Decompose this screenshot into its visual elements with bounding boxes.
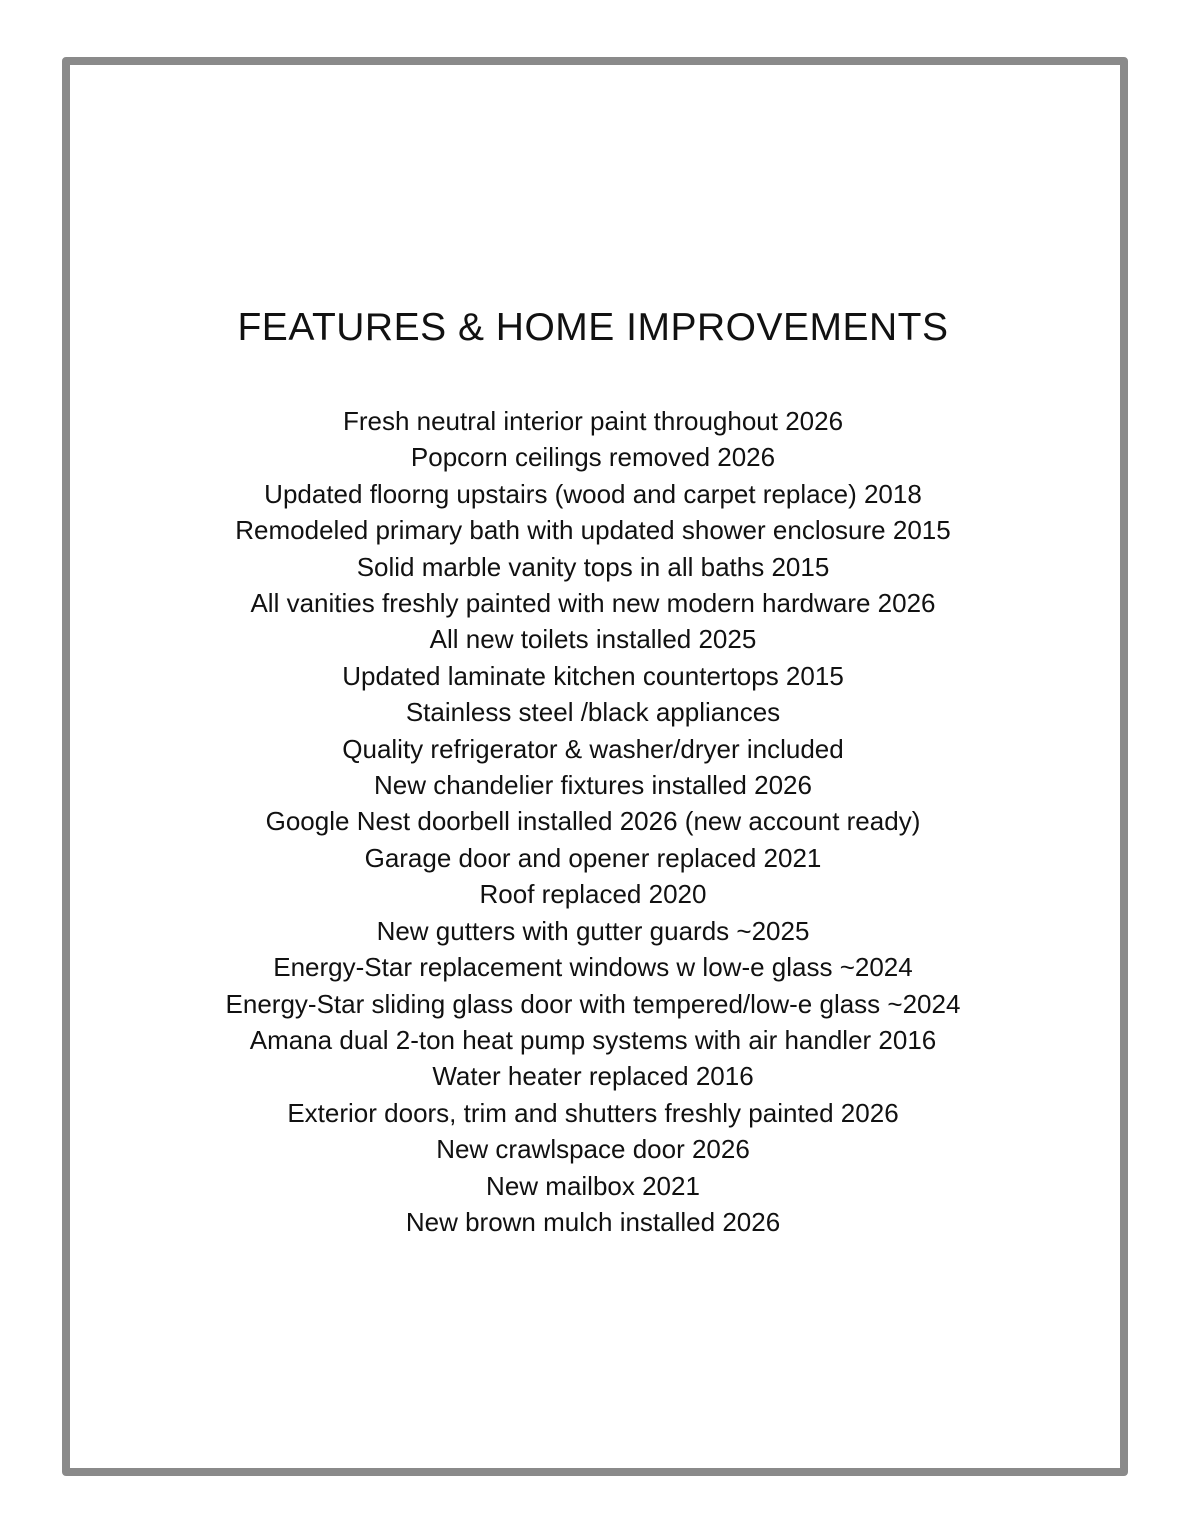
list-item: Roof replaced 2020 bbox=[479, 879, 707, 910]
list-item: Exterior doors, trim and shutters freshly painted 2026 bbox=[287, 1097, 899, 1128]
list-item: Amana dual 2-ton heat pump systems with air handler 2016 bbox=[249, 1024, 937, 1055]
list-item: New mailbox 2021 bbox=[486, 1170, 700, 1201]
list-item: New brown mulch installed 2026 bbox=[405, 1206, 781, 1237]
list-item: New crawlspace door 2026 bbox=[436, 1134, 750, 1165]
page-title: FEATURES & HOME IMPROVEMENTS bbox=[237, 306, 949, 349]
list-item: Remodeled primary bath with updated shower enclosure 2015 bbox=[235, 515, 951, 546]
list-item: All new toilets installed 2025 bbox=[429, 624, 757, 655]
list-item: Quality refrigerator & washer/dryer included bbox=[342, 733, 844, 764]
list-item: Google Nest doorbell installed 2026 (new account ready) bbox=[265, 806, 921, 837]
list-item: Solid marble vanity tops in all baths 2015 bbox=[356, 551, 830, 582]
list-item: Water heater replaced 2016 bbox=[432, 1061, 754, 1092]
list-item: Updated floorng upstairs (wood and carpet replace) 2018 bbox=[264, 478, 922, 509]
list-item: Garage door and opener replaced 2021 bbox=[364, 842, 822, 873]
list-item: Updated laminate kitchen countertops 2015 bbox=[342, 660, 844, 691]
list-item: Energy-Star replacement windows w low-e glass ~2024 bbox=[273, 952, 913, 983]
list-item: All vanities freshly painted with new modern hardware 2026 bbox=[250, 588, 936, 619]
list-item: New gutters with gutter guards ~2025 bbox=[376, 915, 810, 946]
list-item: Popcorn ceilings removed 2026 bbox=[410, 442, 776, 473]
list-item: Energy-Star sliding glass door with tempered/low-e glass ~2024 bbox=[225, 988, 961, 1019]
list-item: Stainless steel /black appliances bbox=[405, 697, 781, 728]
improvements-list bbox=[0, 403, 1186, 1240]
list-item: New chandelier fixtures installed 2026 bbox=[374, 770, 812, 801]
list-item: Fresh neutral interior paint throughout 2026 bbox=[342, 406, 844, 436]
